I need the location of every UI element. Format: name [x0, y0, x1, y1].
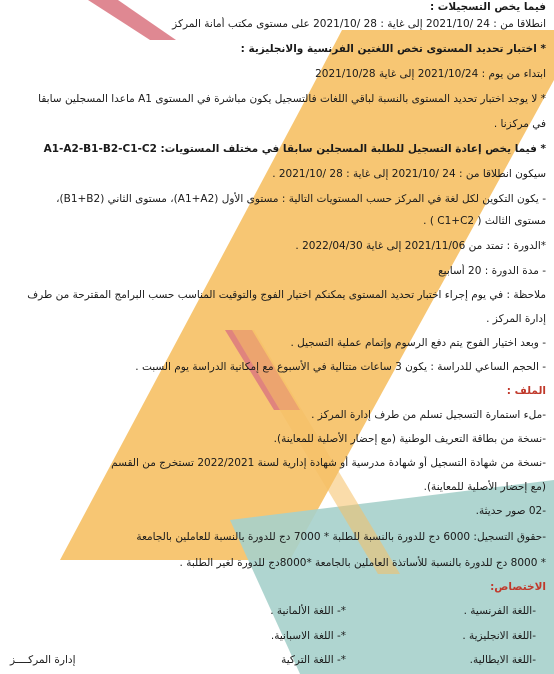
reregistration-dates: سيكون انطلاقا من : 24 /2021/10 إلى غاية : 28 /2021/10 . [272, 168, 546, 180]
levels-note-cont: مستوى الثالث ( C1+C2 ) . [423, 215, 546, 227]
lang-french: -اللغة الفرنسية . [463, 605, 536, 617]
remark-cont: إدارة المركز . [486, 313, 546, 325]
languages-row-2 [6, 629, 546, 643]
reregistration-note: * فيما يخص إعادة التسجيل للطلبة المسجلين سابقا في مختلف المستويات: A1-A2-B1-B2-C1-C2 [43, 143, 546, 155]
file-item-certificate-cont: (مع إحضار الأصلية للمعاينة). [423, 481, 546, 493]
file-item-form: -ملء استمارة التسجيل تسلم من طرف إدارة المركز . [311, 409, 546, 421]
hours-note: - الحجم الساعي للدراسة : يكون 3 ساعات متتالية في الأسبوع مع إمكانية الدراسة يوم السبت . [135, 361, 546, 373]
payment-note: - وبعد اختيار الفوج يتم دفع الرسوم وإتمام عملية التسجيل . [290, 337, 546, 349]
session-dates: *الدورة : تمتد من 2021/11/06 إلى غاية 2022/04/30 . [295, 240, 546, 252]
heading: فيما يخص التسجيلات : [429, 1, 546, 13]
no-test-note-cont: في مركزنا . [493, 118, 546, 130]
remark: ملاحظة : في يوم إجراء اختبار تحديد المستوى يمكنكم اختيار الفوج والتوقيت المناسب حسب البرامج المقترحة من طرف [27, 289, 546, 301]
languages-heading: الاختصاص: [490, 581, 546, 593]
file-item-photos: -02 صور حديثة. [475, 505, 546, 517]
lang-turkish: *- اللغة التركية [281, 654, 346, 666]
no-test-note: * لا يوجد اختبار تحديد المستوى بالنسبة لباقي اللغات فالتسجيل يكون مباشرة في المستوى A1 ماعدا المسجلين سابقا [38, 93, 546, 105]
fees-line-2: * 8000 دج للدورة بالنسبة للأساتذة العاملين بالجامعة *8000دج للدورة لغير الطلبة . [179, 557, 546, 569]
fees-line-1: -حقوق التسجيل: 6000 دج للدورة بالنسبة للطلبة * 7000 دج للدورة بالنسبة للعاملين بالجامعة [136, 531, 546, 543]
file-item-id: -نسخة من بطاقة التعريف الوطنية (مع إحضار الأصلية للمعاينة). [273, 433, 546, 445]
signature: إدارة المركــــز [10, 654, 76, 666]
placement-test-note: * اختبار تحديد المستوى تخص اللغتين الفرنسية والانجليزية : [240, 43, 546, 55]
languages-row-1 [6, 604, 546, 618]
lang-english: -اللغة الانجليزية . [462, 630, 536, 642]
lang-spanish: *- اللغة الاسبانية. [270, 630, 346, 642]
session-duration: - مدة الدورة : 20 أسابيع [438, 265, 546, 277]
file-heading: الملف : [506, 385, 546, 397]
languages-row-3 [6, 653, 546, 667]
registration-dates: انطلاقا من : 24 /2021/10 إلى غاية : 28 /2021/10 على مستوى مكتب أمانة المركز [172, 18, 546, 30]
file-item-certificate: -نسخة من شهادة التسجيل أو شهادة مدرسية أو شهادة إدارية لسنة 2022/2021 تستخرج من القسم [111, 457, 546, 469]
placement-test-dates: ابتداء من يوم : 2021/10/24 إلى غاية 2021/10/28 [315, 68, 546, 80]
lang-italian: -اللغة الايطالية. [469, 654, 536, 666]
levels-note: - يكون التكوين لكل لغة في المركز حسب المستويات التالية : مستوى الأول (A1+A2)، مستوى الثاني (B1+B2)، [56, 193, 546, 205]
lang-german: *- اللغة الألمانية . [270, 605, 346, 617]
